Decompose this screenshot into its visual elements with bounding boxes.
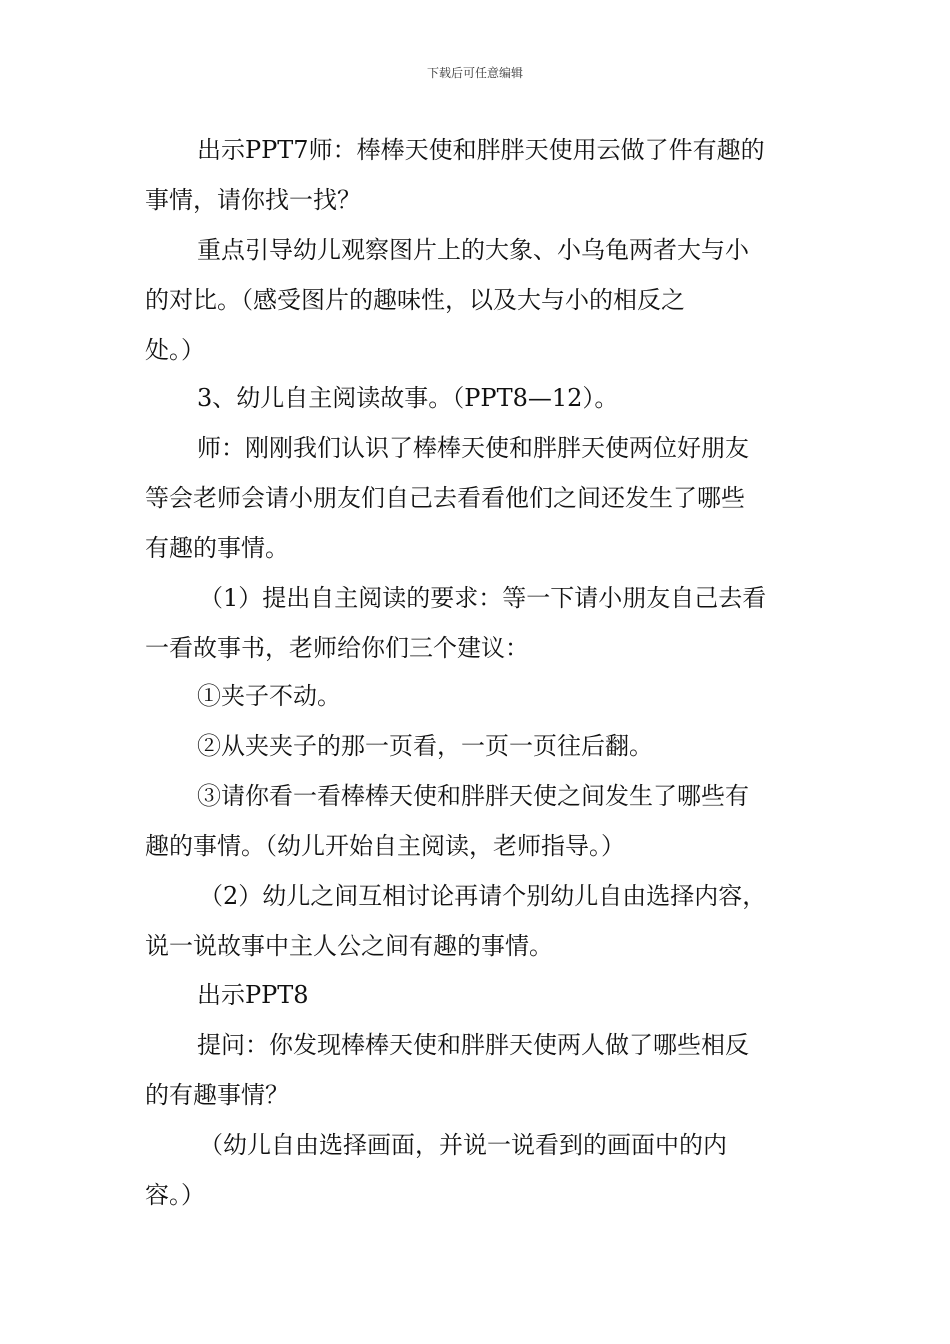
text-line: （幼儿自由选择画面，并说一说看到的画面中的内: [199, 1131, 727, 1159]
text-line: 出示PPT8: [197, 981, 309, 1009]
text-line: 提问：你发现棒棒天使和胖胖天使两人做了哪些相反: [197, 1031, 749, 1059]
text-line: 容。）: [145, 1181, 205, 1209]
text-line: 的对比。（感受图片的趣味性，以及大与小的相反之: [145, 286, 685, 314]
text-line: 的有趣事情？: [145, 1081, 289, 1109]
text-line: 有趣的事情。: [145, 534, 289, 562]
text-line: 一看故事书，老师给你们三个建议：: [145, 634, 529, 662]
text-line: 趣的事情。（幼儿开始自主阅读，老师指导。）: [145, 832, 625, 860]
text-line: ③请你看一看棒棒天使和胖胖天使之间发生了哪些有: [197, 782, 749, 810]
text-line: 师：刚刚我们认识了棒棒天使和胖胖天使两位好朋友: [197, 434, 749, 462]
text-line: 出示PPT7师：棒棒天使和胖胖天使用云做了件有趣的: [197, 136, 765, 164]
text-line: （1）提出自主阅读的要求：等一下请小朋友自己去看: [199, 584, 767, 612]
text-line: （2）幼儿之间互相讨论再请个别幼儿自由选择内容，: [199, 882, 767, 910]
text-line: 事情，请你找一找？: [145, 186, 361, 214]
text-line: 处。）: [145, 336, 205, 364]
text-line: 说一说故事中主人公之间有趣的事情。: [145, 932, 553, 960]
text-line: 重点引导幼儿观察图片上的大象、小乌龟两者大与小: [197, 236, 749, 264]
page-header: 下载后可任意编辑: [426, 66, 523, 80]
text-line: ①夹子不动。: [197, 682, 341, 710]
text-line: 等会老师会请小朋友们自己去看看他们之间还发生了哪些: [145, 484, 745, 512]
text-line: ②从夹夹子的那一页看，一页一页往后翻。: [197, 732, 653, 760]
text-line: 3、幼儿自主阅读故事。（PPT8—12）。: [197, 384, 619, 412]
